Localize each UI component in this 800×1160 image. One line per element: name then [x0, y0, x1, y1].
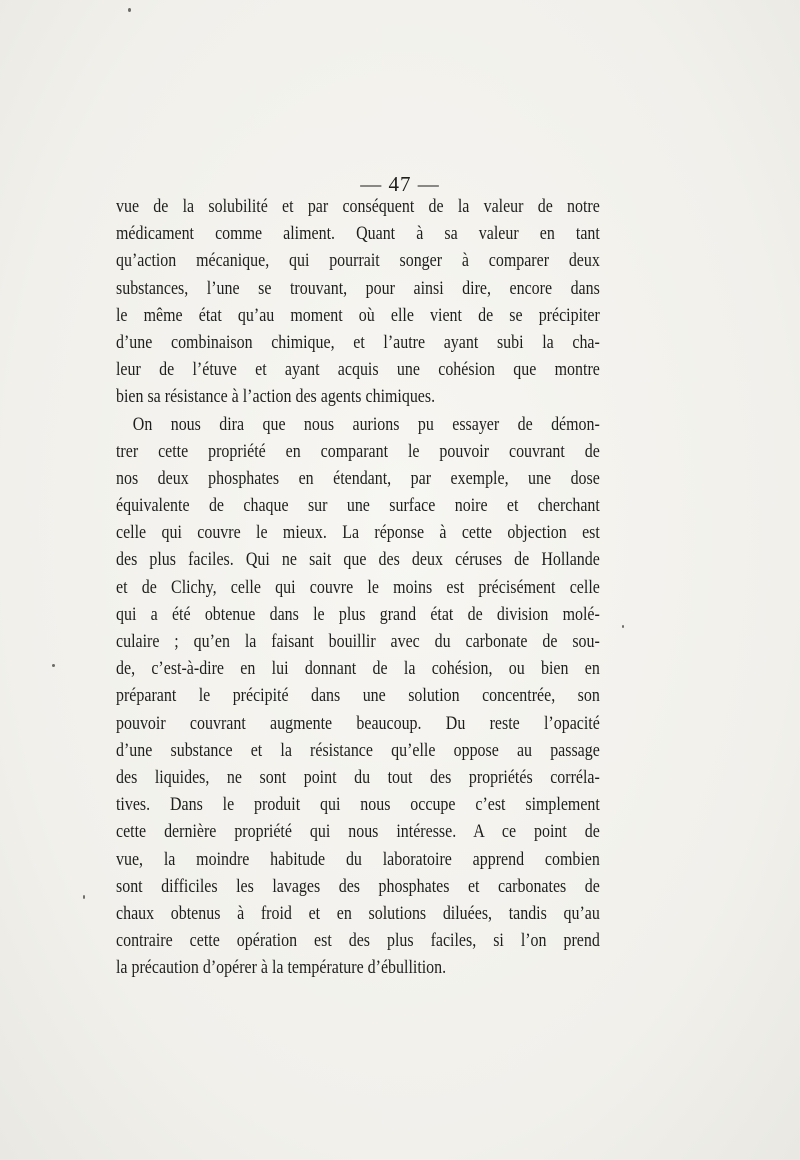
text-line: et de Clichy, celle qui couvre le moins est précisément celle — [116, 576, 600, 598]
text-line: trer cette propriété en comparant le pouvoir couvrant de — [116, 440, 600, 462]
text-line: la précaution d’opérer à la température d’ébullition. — [116, 957, 447, 979]
text-line: substances, l’une se trouvant, pour ainsi dire, encore dans — [116, 277, 600, 299]
text-line: leur de l’étuve et ayant acquis une cohésion que montre — [116, 359, 600, 381]
text-line: de, c’est-à-dire en lui donnant de la cohésion, ou bien en — [116, 658, 600, 680]
ink-speck — [52, 664, 55, 667]
text-line: nos deux phosphates en étendant, par exemple, une dose — [116, 467, 600, 489]
text-line: vue, la moindre habitude du laboratoire apprend combien — [116, 848, 600, 870]
page-number: — 47 — — [360, 172, 440, 196]
text-line: tives. Dans le produit qui nous occupe c’est simplement — [116, 794, 600, 816]
text-line: le même état qu’au moment où elle vient de se précipiter — [116, 304, 600, 326]
text-line: On nous dira que nous aurions pu essayer de démon- — [132, 413, 600, 435]
text-line: équivalente de chaque sur une surface noire et cherchant — [116, 495, 600, 517]
text-line: vue de la solubilité et par conséquent de la valeur de notre — [116, 196, 600, 217]
body-text — [116, 193, 600, 981]
text-line: d’une combinaison chimique, et l’autre ayant subi la cha- — [116, 331, 600, 353]
text-line: celle qui couvre le mieux. La réponse à cette objection est — [116, 522, 600, 544]
text-line: contraire cette opération est des plus faciles, si l’on prend — [116, 930, 600, 952]
text-line: des plus faciles. Qui ne sait que des deux céruses de Hollande — [116, 549, 600, 571]
text-line: cette dernière propriété qui nous intéresse. A ce point de — [116, 821, 600, 843]
text-line: qui a été obtenue dans le plus grand état de division molé- — [116, 603, 600, 625]
ink-speck — [83, 895, 85, 899]
text-line: préparant le précipité dans une solution concentrée, son — [116, 685, 600, 707]
text-line: des liquides, ne sont point du tout des propriétés corréla- — [116, 766, 600, 788]
text-line: pouvoir couvrant augmente beaucoup. Du reste l’opacité — [116, 712, 600, 734]
ink-speck — [128, 8, 131, 12]
text-line: d’une substance et la résistance qu’elle oppose au passage — [116, 739, 600, 761]
text-line: sont difficiles les lavages des phosphates et carbonates de — [116, 875, 600, 897]
text-line: bien sa résistance à l’action des agents chimiques. — [116, 386, 436, 408]
text-line: médicament comme aliment. Quant à sa valeur en tant — [116, 223, 600, 245]
text-line: culaire ; qu’en la faisant bouillir avec du carbonate de sou- — [116, 631, 600, 652]
ink-speck — [622, 625, 624, 628]
text-line: chaux obtenus à froid et en solutions diluées, tandis qu’au — [116, 902, 600, 924]
text-line: qu’action mécanique, qui pourrait songer à comparer deux — [116, 250, 600, 272]
